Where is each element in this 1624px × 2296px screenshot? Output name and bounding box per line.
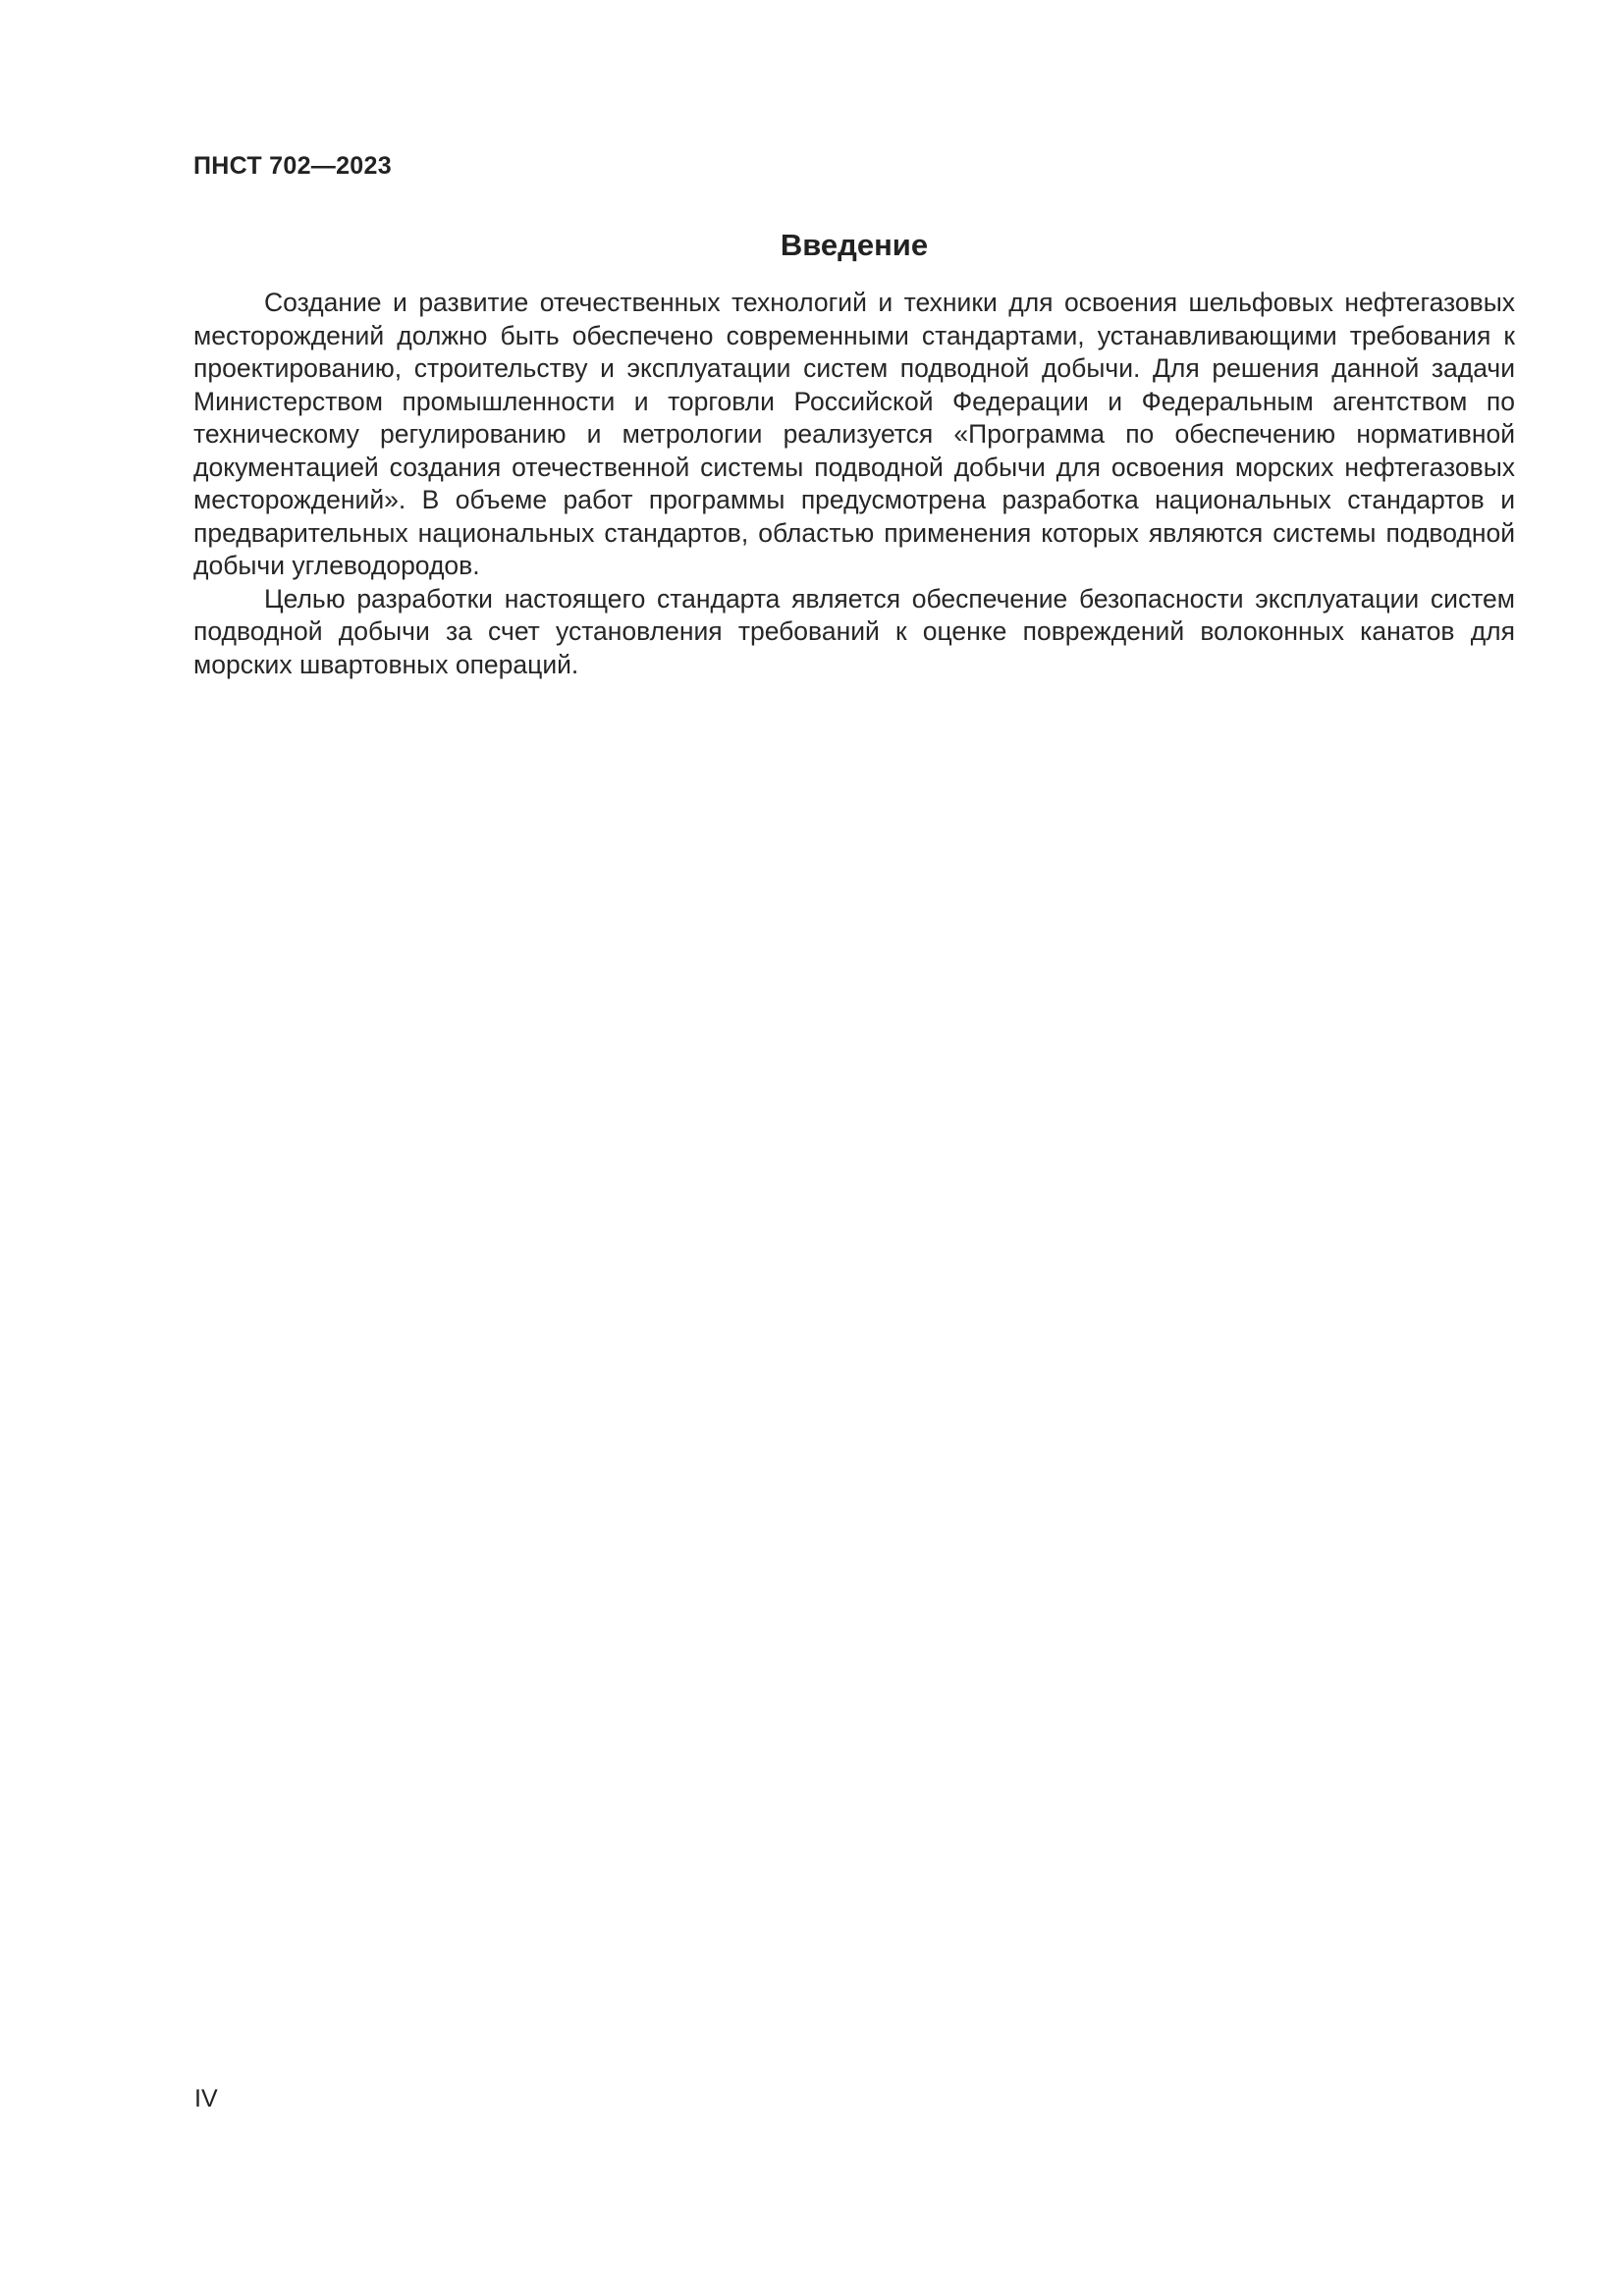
paragraph: Целью разработки настоящего стандарта является обеспечение безопасности эксплуатации систем подводной добычи за счет установления требований к оценке повреждений волоконных канатов для морских швартовных операций. (193, 583, 1515, 679)
document-code: ПНСТ 702—2023 (193, 152, 392, 180)
paragraph: Создание и развитие отечественных технологий и техники для освоения шельфовых нефтегазовых месторождений должно быть обеспечено современными стандартами, устанавливающими требования к проектированию, строительству и эксплуатации систем подводной добычи. Для решения данной задачи Министерством промышленности и торговли Российской Федерации и Федеральным агентством по техническому регулированию и метрологии реализуется «Программа по обеспечению нормативной документацией создания отечественной системы подводной добычи для освоения морских нефтегазовых месторождений». В объеме работ программы предусмотрена разработка национальных стандартов и предварительных национальных стандартов, областью применения которых являются системы подводной добычи углеводородов. (193, 288, 1515, 580)
introduction-body (193, 287, 1515, 681)
section-title: Введение (780, 228, 929, 262)
page-number: IV (194, 2085, 218, 2112)
